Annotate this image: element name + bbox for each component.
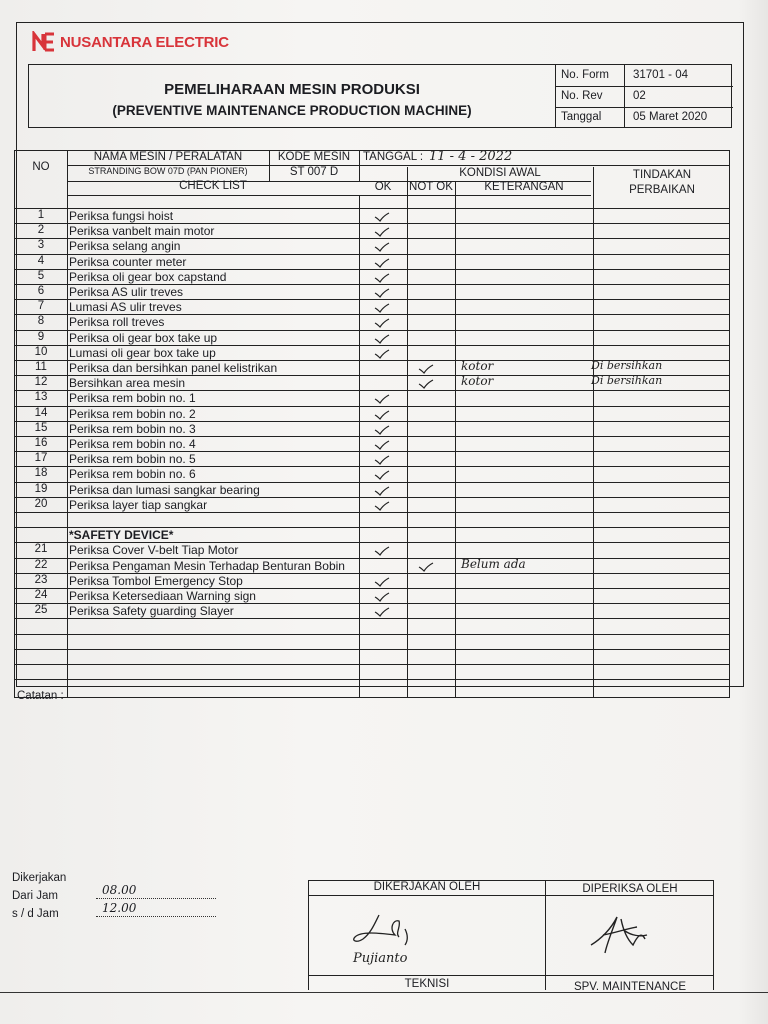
check-item: Periksa rem bobin no. 4 [69, 437, 196, 451]
col-header-machine-name: NAMA MESIN / PERALATAN [93, 151, 243, 163]
meta-value: 02 [633, 90, 646, 102]
ok-check-icon [373, 486, 407, 496]
row-number: 18 [34, 467, 48, 480]
meta-value: 31701 - 04 [633, 69, 688, 81]
check-item: Periksa dan lumasi sangkar bearing [69, 482, 260, 497]
to-row [12, 901, 216, 922]
row-number: 12 [34, 376, 48, 389]
ok-check-icon [373, 227, 407, 237]
col-line [359, 151, 360, 181]
action-handwritten: Di bersihkan [591, 359, 663, 372]
col-header-date: TANGGAL : [363, 151, 424, 163]
ok-check-icon [373, 394, 407, 404]
note-handwritten: kotor [461, 374, 494, 389]
check-item: Periksa rem bobin no. 2 [69, 406, 196, 421]
col-header-action: TINDAKAN [632, 169, 692, 181]
checklist-table [14, 150, 730, 698]
supervisor-signature-icon [581, 909, 661, 957]
check-item: Periksa layer tiap sangkar [69, 497, 208, 512]
col-header-check-list: CHECK LIST [179, 180, 247, 192]
header-title-block [29, 65, 556, 127]
worked-label: Dikerjakan [12, 872, 67, 884]
not-ok-check-icon [417, 379, 451, 389]
technician-role: TEKNISI [404, 978, 450, 990]
check-item: Periksa AS ulir treves [69, 285, 184, 299]
checked-by-header: DIPERIKSA OLEH [582, 883, 678, 895]
col-header-condition: KONDISI AWAL [459, 167, 541, 179]
row-number: 17 [34, 452, 48, 465]
meta-row-rev [555, 86, 733, 108]
row-line [15, 664, 729, 665]
row-number: 11 [35, 361, 47, 373]
ok-check-icon [373, 410, 407, 420]
row-number: 20 [34, 497, 48, 510]
check-item: Periksa oli gear box take up [69, 330, 218, 345]
check-item: Lumasi AS ulir treves [69, 300, 182, 315]
col-header-no: NO [32, 161, 50, 173]
col-line [455, 181, 456, 697]
ok-check-icon [373, 440, 407, 450]
check-item: Periksa fungsi hoist [69, 209, 174, 223]
row-line [15, 634, 729, 635]
signature-divider [545, 881, 546, 990]
row-number: 22 [34, 558, 48, 571]
row-number: 9 [37, 330, 45, 343]
row-number: 25 [34, 604, 48, 617]
signature-role-line [309, 975, 713, 976]
signature-header-line [309, 895, 713, 896]
meta-row-form-no [555, 65, 733, 87]
row-line [15, 649, 729, 650]
row-number: 6 [37, 285, 45, 297]
check-item: Periksa Tombol Emergency Stop [69, 573, 243, 588]
row-number: 10 [34, 345, 48, 358]
check-item: Lumasi oli gear box take up [69, 345, 216, 360]
meta-label: No. Rev [555, 86, 625, 107]
row-number: 5 [37, 269, 45, 282]
work-time [12, 870, 216, 922]
form-title: PEMELIHARAAN MESIN PRODUKSI [164, 81, 420, 98]
row-number: 1 [37, 209, 45, 221]
meta-label: Tanggal [555, 107, 625, 128]
row-number: 15 [34, 421, 48, 434]
from-field [96, 883, 216, 899]
note-handwritten: Belum ada [461, 556, 526, 571]
technician-name: Pujianto [353, 951, 408, 966]
form-subtitle: (PREVENTIVE MAINTENANCE PRODUCTION MACHINE) [112, 103, 472, 118]
check-item: Periksa rem bobin no. 5 [69, 452, 196, 467]
col-header-action-2: PERBAIKAN [629, 184, 695, 196]
from-value: 08.00 [102, 883, 137, 897]
check-item: Periksa rem bobin no. 1 [69, 391, 196, 406]
date-handwritten: 11 - 4 - 2022 [429, 149, 513, 164]
from-label: Dari Jam [12, 890, 59, 902]
check-item: Periksa Ketersediaan Warning sign [69, 589, 256, 603]
check-item: Periksa dan bersihkan panel kelistrikan [69, 361, 278, 375]
technician-signature-icon [349, 909, 429, 953]
meta-label: No. Form [555, 65, 625, 86]
col-header-machine-code: KODE MESIN [277, 151, 351, 163]
row-line [67, 195, 591, 196]
ok-check-icon [373, 318, 407, 328]
company-name: NUSANTARA ELECTRIC [60, 33, 229, 51]
to-label: s / d Jam [12, 908, 59, 920]
signature-box [308, 880, 714, 993]
ok-check-icon [373, 349, 407, 359]
row-number: 21 [34, 543, 48, 556]
row-number: 14 [34, 406, 48, 419]
row-number: 16 [34, 437, 48, 449]
form-header [28, 64, 732, 128]
row-number: 3 [37, 239, 45, 252]
row-line [15, 512, 729, 513]
row-number: 19 [34, 482, 48, 495]
machine-code-value: ST 007 D [289, 166, 339, 178]
ok-check-icon [373, 501, 407, 511]
row-number: 7 [37, 300, 45, 313]
row-number: 4 [37, 254, 45, 267]
row-number: 13 [34, 391, 48, 404]
row-number: 8 [37, 315, 45, 328]
notes-label: Catatan : [17, 690, 64, 702]
ok-check-icon [373, 577, 407, 587]
ok-check-icon [373, 258, 407, 268]
action-handwritten: Di bersihkan [591, 374, 663, 388]
check-item: Periksa selang angin [69, 239, 181, 254]
supervisor-role: SPV. MAINTENANCE [573, 981, 687, 993]
ok-check-icon [373, 273, 407, 283]
to-value: 12.00 [102, 901, 137, 915]
check-item: Bersihkan area mesin [69, 376, 186, 391]
col-header-ok: OK [374, 181, 392, 193]
ok-check-icon [373, 425, 407, 435]
row-number: 23 [34, 573, 48, 586]
ok-check-icon [373, 242, 407, 252]
not-ok-check-icon [417, 364, 451, 374]
check-item: Periksa Pengaman Mesin Terhadap Benturan Bobin [69, 558, 345, 573]
meta-value: 05 Maret 2020 [633, 111, 708, 123]
ok-check-icon [373, 470, 407, 480]
form-meta [555, 65, 733, 127]
note-handwritten: kotor [461, 359, 494, 373]
signature-section [12, 870, 714, 993]
check-item: Periksa vanbelt main motor [69, 224, 215, 239]
meta-row-date [555, 107, 733, 128]
machine-name-value: STRANDING BOW 07D (PAN PIONER) [88, 166, 248, 176]
check-item: Periksa rem bobin no. 3 [69, 421, 196, 436]
ok-check-icon [373, 288, 407, 298]
check-item: Periksa oli gear box capstand [69, 269, 227, 284]
col-line [67, 151, 68, 697]
check-item: Periksa counter meter [69, 254, 187, 269]
col-header-notes: KETERANGAN [484, 181, 564, 193]
row-line [15, 618, 729, 619]
row-number: 2 [37, 224, 45, 237]
check-item: Periksa Safety guarding Slayer [69, 604, 234, 619]
check-item: Periksa rem bobin no. 6 [69, 467, 196, 482]
check-item: Periksa Cover V-belt Tiap Motor [69, 543, 239, 558]
ok-check-icon [373, 455, 407, 465]
ok-check-icon [373, 607, 407, 617]
row-number: 24 [34, 589, 48, 601]
safety-section-header: *SAFETY DEVICE* [69, 528, 174, 543]
col-header-not-ok: NOT OK [409, 181, 453, 193]
ok-check-icon [373, 546, 407, 556]
ok-check-icon [373, 334, 407, 344]
row-line [15, 679, 729, 680]
ok-check-icon [373, 303, 407, 313]
ok-check-icon [373, 592, 407, 602]
worked-by-header: DIKERJAKAN OLEH [373, 881, 481, 893]
check-item: Periksa roll treves [69, 315, 165, 330]
not-ok-check-icon [417, 562, 451, 572]
ok-check-icon [373, 212, 407, 222]
page-bottom-line [0, 992, 768, 993]
col-line [359, 195, 360, 697]
to-field [96, 901, 216, 917]
